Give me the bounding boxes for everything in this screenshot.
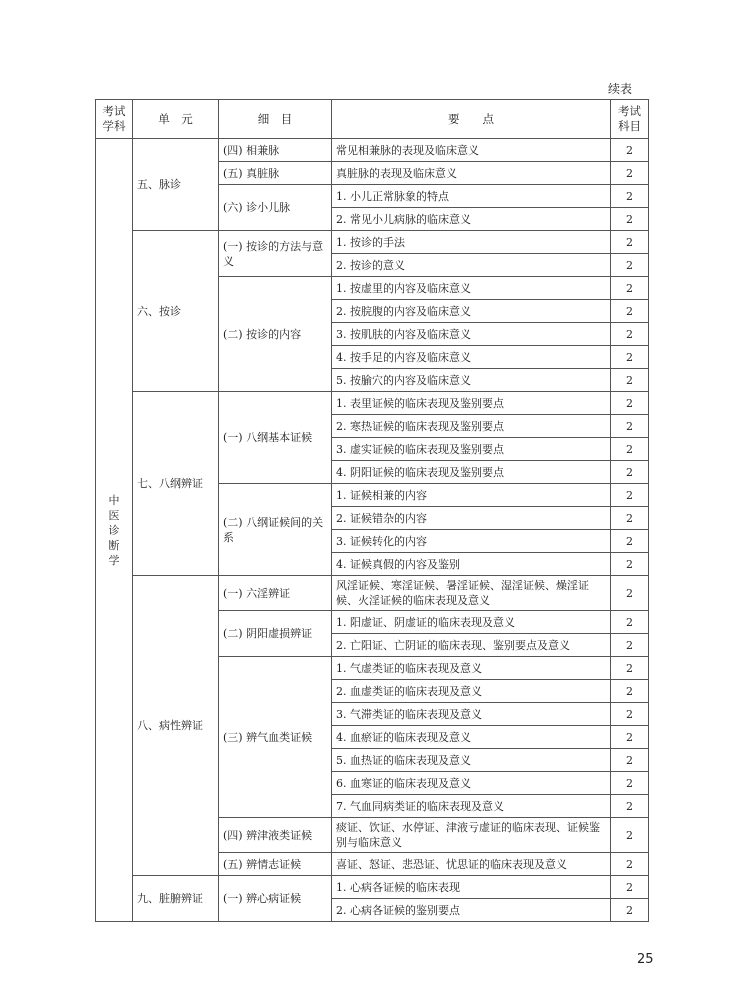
item-cell: (一) 六淫辨证 <box>219 576 332 611</box>
score-cell: 2 <box>611 553 649 576</box>
unit-cell: 八、病性辨证 <box>133 576 219 876</box>
item-cell: (二) 阴阳虚损辨证 <box>219 611 332 657</box>
syllabus-table <box>95 99 649 922</box>
score-cell: 2 <box>611 634 649 657</box>
point-cell: 1. 表里证候的临床表现及鉴别要点 <box>332 392 611 415</box>
point-cell: 1. 阳虚证、阴虚证的临床表现及意义 <box>332 611 611 634</box>
score-cell: 2 <box>611 611 649 634</box>
page-number: 25 <box>637 952 654 967</box>
score-cell: 2 <box>611 795 649 818</box>
score-cell: 2 <box>611 876 649 899</box>
score-cell: 2 <box>611 818 649 853</box>
item-cell: (三) 辨气血类证候 <box>219 657 332 818</box>
point-cell: 7. 气血同病类证的临床表现及意义 <box>332 795 611 818</box>
item-cell: (四) 相兼脉 <box>219 139 332 162</box>
point-cell: 2. 按脘腹的内容及临床意义 <box>332 300 611 323</box>
point-cell: 5. 血热证的临床表现及意义 <box>332 749 611 772</box>
point-cell: 2. 按诊的意义 <box>332 254 611 277</box>
point-cell: 1. 心病各证候的临床表现 <box>332 876 611 899</box>
header-subject: 考试学科 <box>96 100 133 139</box>
item-cell: (四) 辨津液类证候 <box>219 818 332 853</box>
table-row <box>96 231 649 254</box>
point-cell: 真脏脉的表现及临床意义 <box>332 162 611 185</box>
point-cell: 2. 血虚类证的临床表现及意义 <box>332 680 611 703</box>
point-cell: 2. 亡阳证、亡阴证的临床表现、鉴别要点及意义 <box>332 634 611 657</box>
item-cell: (二) 按诊的内容 <box>219 277 332 392</box>
point-cell: 常见相兼脉的表现及临床意义 <box>332 139 611 162</box>
header-unit: 单 元 <box>133 100 219 139</box>
table-row <box>96 576 649 611</box>
point-cell: 4. 按手足的内容及临床意义 <box>332 346 611 369</box>
score-cell: 2 <box>611 208 649 231</box>
point-cell: 2. 常见小儿病脉的临床意义 <box>332 208 611 231</box>
unit-cell: 六、按诊 <box>133 231 219 392</box>
item-cell: (一) 辨心病证候 <box>219 876 332 922</box>
point-cell: 风淫证候、寒淫证候、暑淫证候、湿淫证候、燥淫证候、火淫证候的临床表现及意义 <box>332 576 611 611</box>
item-cell: (一) 八纲基本证候 <box>219 392 332 484</box>
score-cell: 2 <box>611 461 649 484</box>
score-cell: 2 <box>611 369 649 392</box>
header-item: 细 目 <box>219 100 332 139</box>
score-cell: 2 <box>611 438 649 461</box>
item-cell: (一) 按诊的方法与意义 <box>219 231 332 277</box>
point-cell: 5. 按腧穴的内容及临床意义 <box>332 369 611 392</box>
score-cell: 2 <box>611 680 649 703</box>
score-cell: 2 <box>611 726 649 749</box>
item-cell: (二) 八纲证候间的关系 <box>219 484 332 576</box>
subject-label: 中医诊断学 <box>108 493 120 567</box>
score-cell: 2 <box>611 139 649 162</box>
subject-cell <box>96 139 133 922</box>
point-cell: 3. 虚实证候的临床表现及鉴别要点 <box>332 438 611 461</box>
score-cell: 2 <box>611 657 649 680</box>
table-row <box>96 392 649 415</box>
score-cell: 2 <box>611 254 649 277</box>
score-cell: 2 <box>611 323 649 346</box>
point-cell: 4. 证候真假的内容及鉴别 <box>332 553 611 576</box>
unit-cell: 五、脉诊 <box>133 139 219 231</box>
point-cell: 2. 寒热证候的临床表现及鉴别要点 <box>332 415 611 438</box>
table-header-row <box>96 100 649 139</box>
point-cell: 3. 证候转化的内容 <box>332 530 611 553</box>
score-cell: 2 <box>611 277 649 300</box>
score-cell: 2 <box>611 415 649 438</box>
score-cell: 2 <box>611 507 649 530</box>
score-cell: 2 <box>611 899 649 922</box>
point-cell: 6. 血寒证的临床表现及意义 <box>332 772 611 795</box>
point-cell: 1. 按虚里的内容及临床意义 <box>332 277 611 300</box>
point-cell: 1. 按诊的手法 <box>332 231 611 254</box>
item-cell: (五) 辨情志证候 <box>219 853 332 876</box>
point-cell: 2. 证候错杂的内容 <box>332 507 611 530</box>
score-cell: 2 <box>611 231 649 254</box>
item-cell: (五) 真脏脉 <box>219 162 332 185</box>
point-cell: 3. 按肌肤的内容及临床意义 <box>332 323 611 346</box>
table-row <box>96 139 649 162</box>
score-cell: 2 <box>611 530 649 553</box>
score-cell: 2 <box>611 392 649 415</box>
score-cell: 2 <box>611 185 649 208</box>
point-cell: 痰证、饮证、水停证、津液亏虚证的临床表现、证候鉴别与临床意义 <box>332 818 611 853</box>
score-cell: 2 <box>611 484 649 507</box>
score-cell: 2 <box>611 576 649 611</box>
score-cell: 2 <box>611 703 649 726</box>
score-cell: 2 <box>611 300 649 323</box>
score-cell: 2 <box>611 853 649 876</box>
unit-cell: 九、脏腑辨证 <box>133 876 219 922</box>
header-score: 考试科目 <box>611 100 649 139</box>
point-cell: 4. 血瘀证的临床表现及意义 <box>332 726 611 749</box>
point-cell: 2. 心病各证候的鉴别要点 <box>332 899 611 922</box>
point-cell: 4. 阴阳证候的临床表现及鉴别要点 <box>332 461 611 484</box>
table-row <box>96 876 649 899</box>
unit-cell: 七、八纲辨证 <box>133 392 219 576</box>
header-point: 要 点 <box>332 100 611 139</box>
point-cell: 3. 气滞类证的临床表现及意义 <box>332 703 611 726</box>
point-cell: 1. 小儿正常脉象的特点 <box>332 185 611 208</box>
score-cell: 2 <box>611 346 649 369</box>
score-cell: 2 <box>611 162 649 185</box>
score-cell: 2 <box>611 749 649 772</box>
continued-table-caption: 续表 <box>608 82 633 96</box>
point-cell: 喜证、怒证、悲恐证、忧思证的临床表现及意义 <box>332 853 611 876</box>
score-cell: 2 <box>611 772 649 795</box>
point-cell: 1. 证候相兼的内容 <box>332 484 611 507</box>
point-cell: 1. 气虚类证的临床表现及意义 <box>332 657 611 680</box>
item-cell: (六) 诊小儿脉 <box>219 185 332 231</box>
